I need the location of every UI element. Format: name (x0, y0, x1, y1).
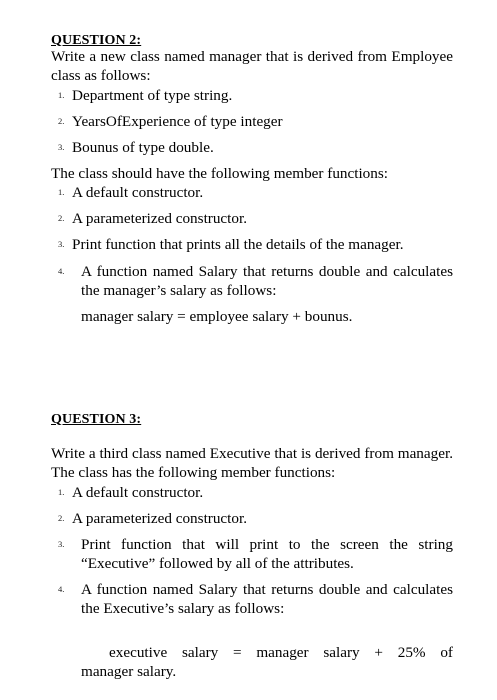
item-number: 3. (58, 239, 65, 249)
item-text: A function named Salary that returns double and calculates the Executive’s salary as follows: (81, 581, 453, 617)
item-text: A parameterized constructor. (72, 210, 248, 227)
item-text: Bounus of type double. (72, 139, 214, 156)
item-number: 2. (58, 513, 65, 523)
question-2-heading: QUESTION 2: (51, 33, 142, 48)
executive-salary-formula-line-2: manager salary. (81, 663, 177, 680)
question-2-functions-intro: The class should have the following member functions: (51, 165, 389, 182)
item-number: 3. (58, 539, 65, 549)
item-number: 4. (58, 584, 65, 594)
manager-salary-formula: manager salary = employee salary + bounus. (81, 308, 353, 325)
item-number: 1. (58, 187, 65, 197)
item-text: A function named Salary that returns double and calculates the manager’s salary as follows: (81, 263, 453, 299)
item-text: A default constructor. (72, 484, 204, 501)
item-text: YearsOfExperience of type integer (72, 113, 283, 130)
item-number: 2. (58, 116, 65, 126)
item-number: 1. (58, 90, 65, 100)
item-text: A default constructor. (72, 184, 204, 201)
item-number: 1. (58, 487, 65, 497)
executive-salary-formula-line-1: executive salary = manager salary + 25% of (109, 644, 453, 661)
question-3-heading: QUESTION 3: (51, 412, 142, 427)
item-text: Print function that will print to the screen the string “Executive” followed by all of the attributes. (81, 536, 453, 572)
item-text: Department of type string. (72, 87, 233, 104)
item-number: 3. (58, 142, 65, 152)
question-2-intro: Write a new class named manager that is derived from Employee class as follows: (51, 48, 453, 84)
item-number: 4. (58, 266, 65, 276)
question-3-intro: Write a third class named Executive that is derived from manager. The class has the following member functions: (51, 445, 453, 481)
item-number: 2. (58, 213, 65, 223)
item-text: Print function that prints all the details of the manager. (72, 236, 404, 253)
item-text: A parameterized constructor. (72, 510, 248, 527)
